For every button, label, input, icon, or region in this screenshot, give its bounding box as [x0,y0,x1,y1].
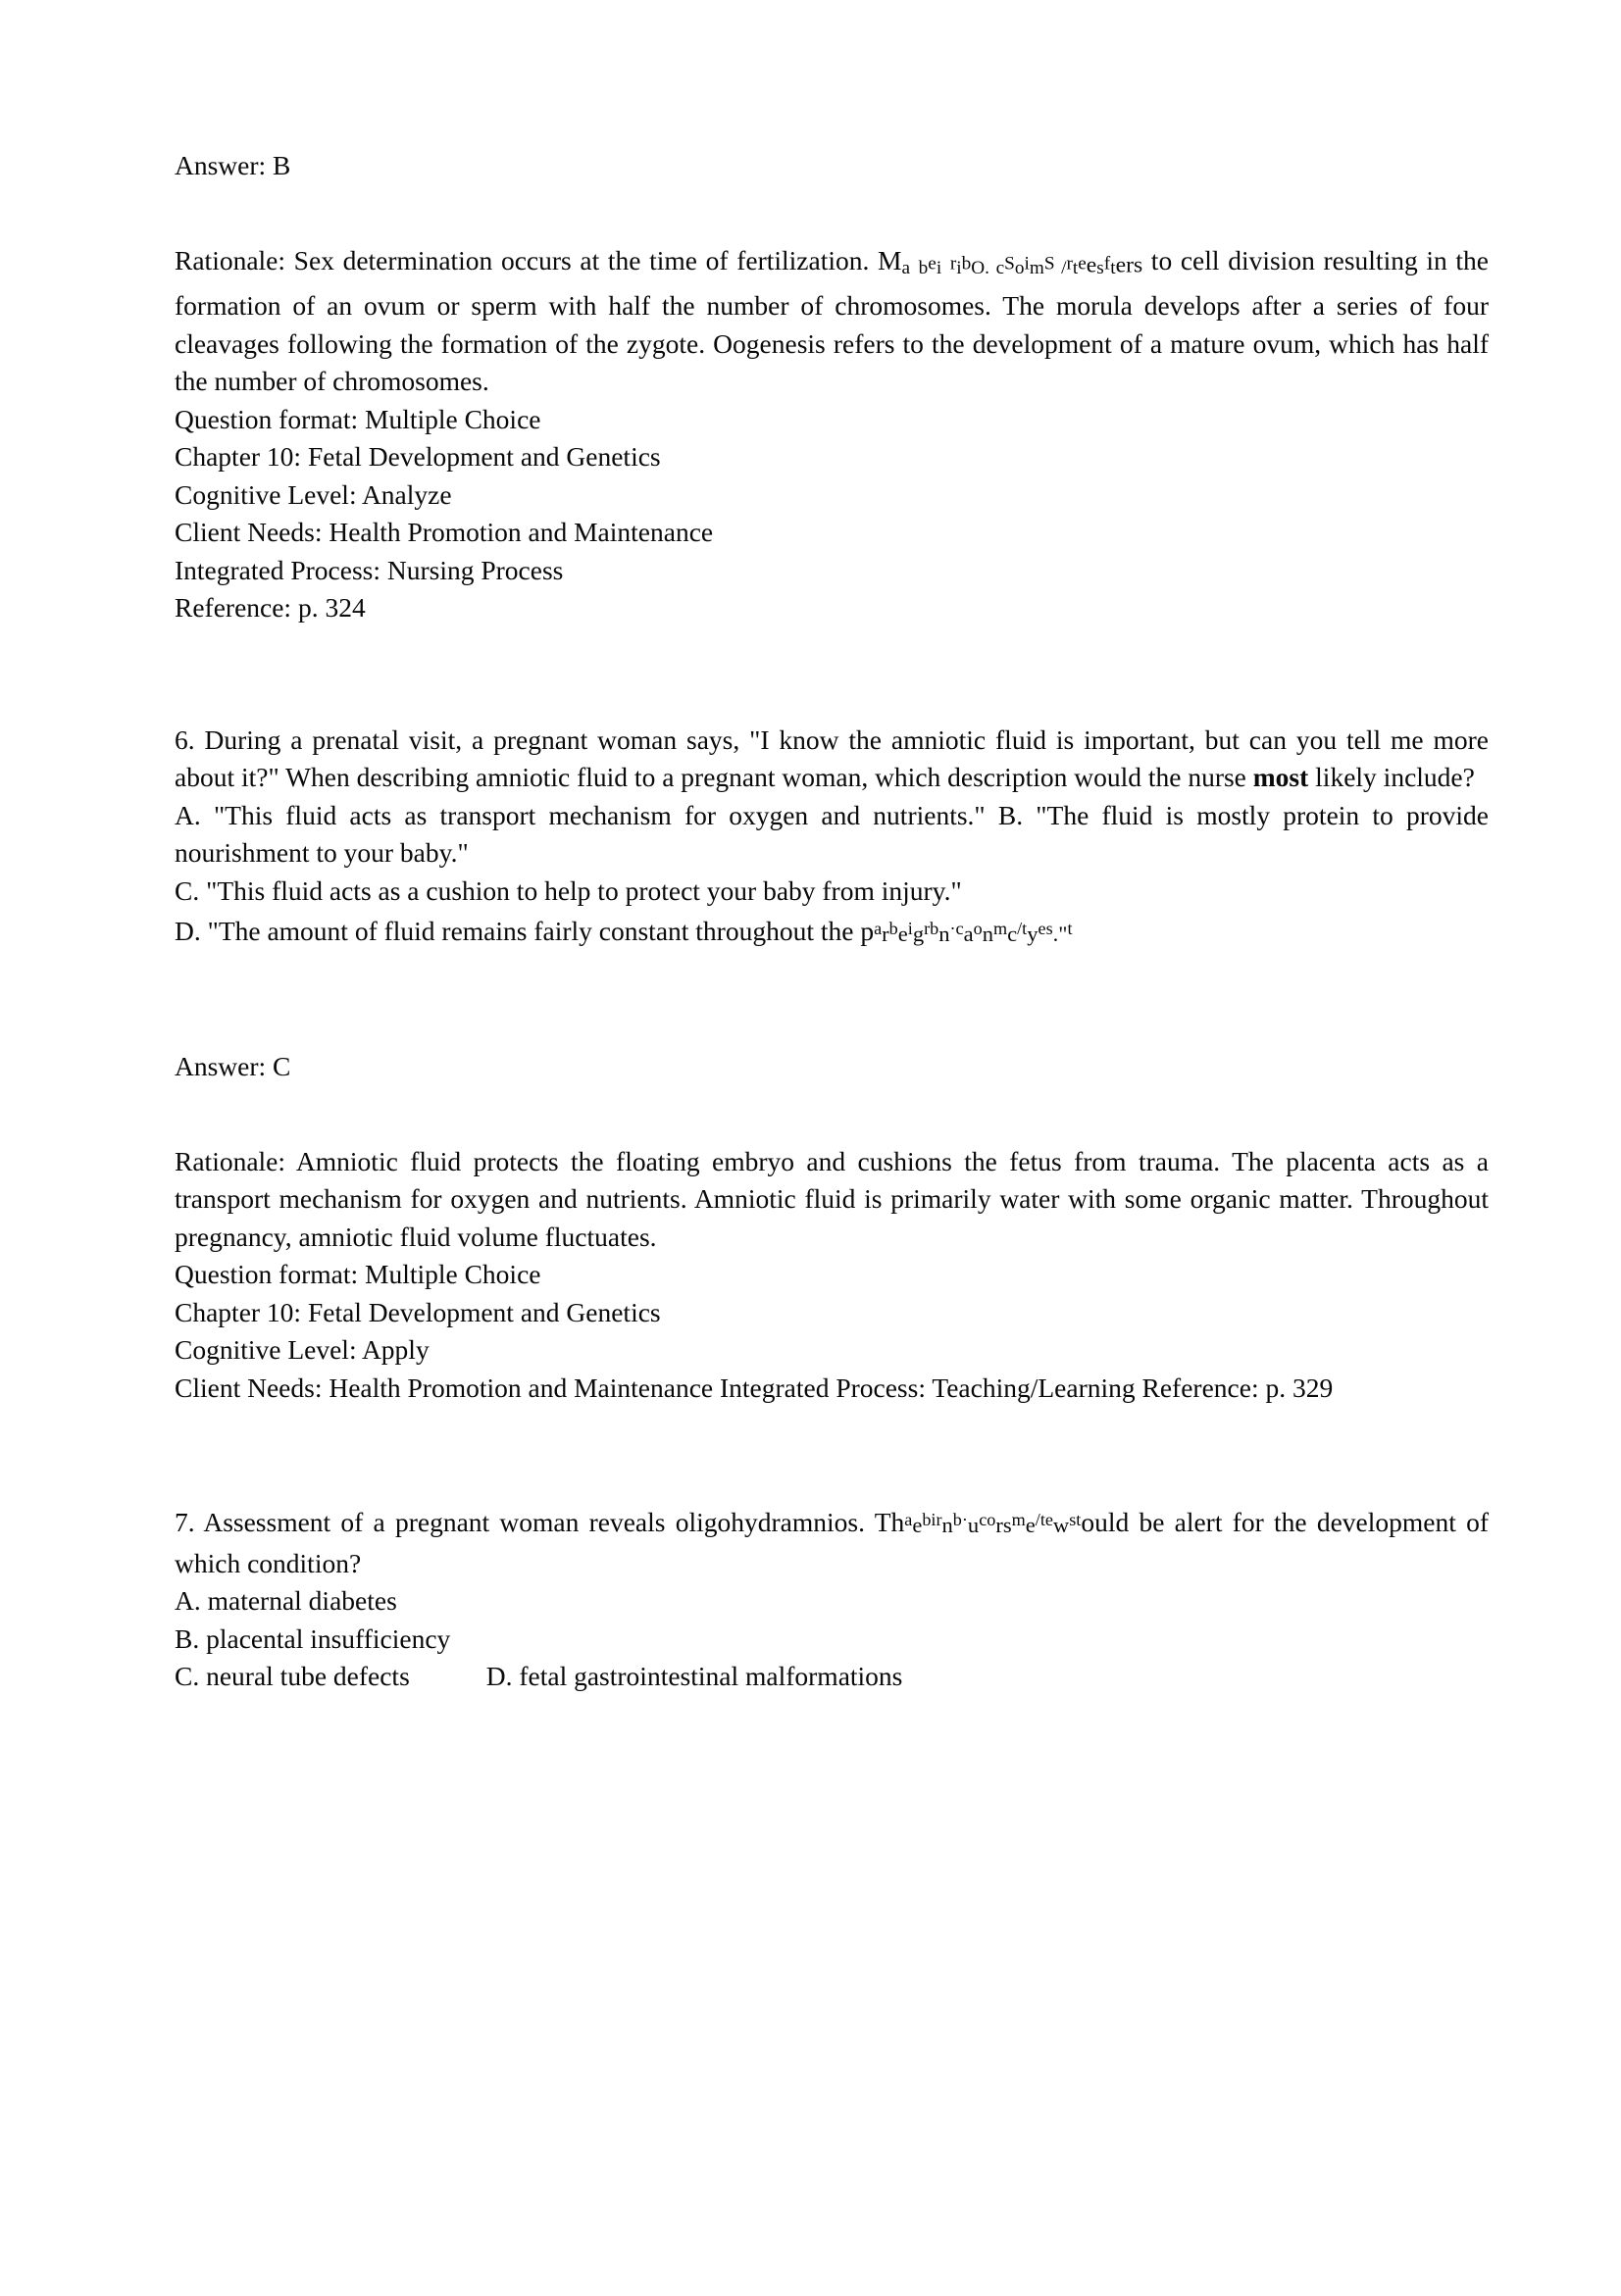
q7-stem [175,1501,1489,1582]
q7-option-d: D. fetal gastrointestinal malformations [485,1661,903,1692]
page-content [175,147,1489,1696]
q6-stem-part1: 6. During a prenatal visit, a pregnant woman says, "I know the amniotic fluid is important, but can you tell me more about it?" When describing amniotic fluid to a pregnant woman, which description would the nurse [175,724,1489,793]
q6-option-d-scrambled-text: $^ar^be^ig^{rb}n^{\cdot c}a^on^mc^{/t}y^{es}."^t$ [874,919,1073,947]
spacer [175,1086,1489,1143]
q5-rationale-suffix: to cell division resulting in the formation of an ovum or sperm with half the number of chromosomes. The morula develops after a series of four cleavages following the formation of the zygote. Oogenesis refers to the development of a mature ovum, which has half the number of chromosomes. [175,244,1489,397]
q6-meta-chapter: Chapter 10: Fetal Development and Genetics [175,1296,661,1327]
q6-rationale-paragraph: Rationale: Amniotic fluid protects the floating embryo and cushions the fetus from trauma. The placenta acts as a transport mechanism for oxygen and nutrients. Amniotic fluid is primarily water with some organic matter. Throughout pregnancy, amniotic fluid volume fluctuates. [175,1145,1489,1252]
q5-answer-line: Answer: B [175,150,291,180]
spacer [175,1407,1489,1501]
q7-stem-scrambled-text: $^ae^{bir}n^{b\cdot}u^{co}rs^me^{/te}w^{st}$ [904,1510,1082,1538]
q5-meta-reference: Reference: p. 324 [175,592,366,624]
q6-option-a-b: A. "This fluid acts as transport mechanism for oxygen and nutrients." B. "The fluid is mostly protein to provide nourishment to your baby." [175,799,1489,869]
q5-answer-block [175,147,1489,185]
q5-meta-question-format: Question format: Multiple Choice [175,403,541,434]
q5-meta-block [175,401,1489,627]
q5-rationale-scrambled-text: a bei ribO. cSoimS /rteesfters [901,251,1143,278]
q6-stem [175,722,1489,797]
q6-meta-client-needs-combined: Client Needs: Health Promotion and Maintenance Integrated Process: Teaching/Learning Reference: p. 329 [175,1372,1334,1403]
q6-stem-emphasis: most [1252,762,1309,793]
spacer [175,954,1489,1048]
spacer [175,185,1489,242]
q6-option-d [175,910,1489,954]
q5-meta-cognitive-level: Cognitive Level: Analyze [175,478,452,510]
q7-stem-prefix: 7. Assessment of a pregnant woman reveals oligohydramnios. Th [175,1507,905,1538]
q6-meta-cognitive-level: Cognitive Level: Apply [175,1334,430,1366]
q6-meta-block [175,1256,1489,1407]
q6-option-d-prefix: D. "The amount of fluid remains fairly constant throughout the p [175,916,875,947]
q6-meta-question-format: Question format: Multiple Choice [175,1259,541,1290]
q6-option-c: C. "This fluid acts as a cushion to help to protect your baby from injury." [175,874,962,906]
q7-stem-suffix: ould be alert for the development of which condition? [175,1507,1489,1578]
q5-meta-chapter: Chapter 10: Fetal Development and Genetics [175,441,661,473]
spacer [175,627,1489,722]
q5-rationale-prefix: Rationale: Sex determination occurs at the time of fertilization. M [175,244,902,275]
q7-option-a: A. maternal diabetes [175,1585,397,1617]
q5-meta-integrated-process: Integrated Process: Nursing Process [175,554,564,585]
q7-option-b: B. placental insufficiency [175,1622,451,1654]
q6-stem-part2: likely include? [1308,762,1475,793]
q7-option-c: C. neural tube defects [175,1661,410,1692]
q5-meta-client-needs: Client Needs: Health Promotion and Maintenance [175,517,714,548]
q7-option-c-d-row [175,1658,1489,1696]
q5-rationale-paragraph [175,242,1489,401]
q6-answer-line: Answer: C [175,1051,291,1082]
